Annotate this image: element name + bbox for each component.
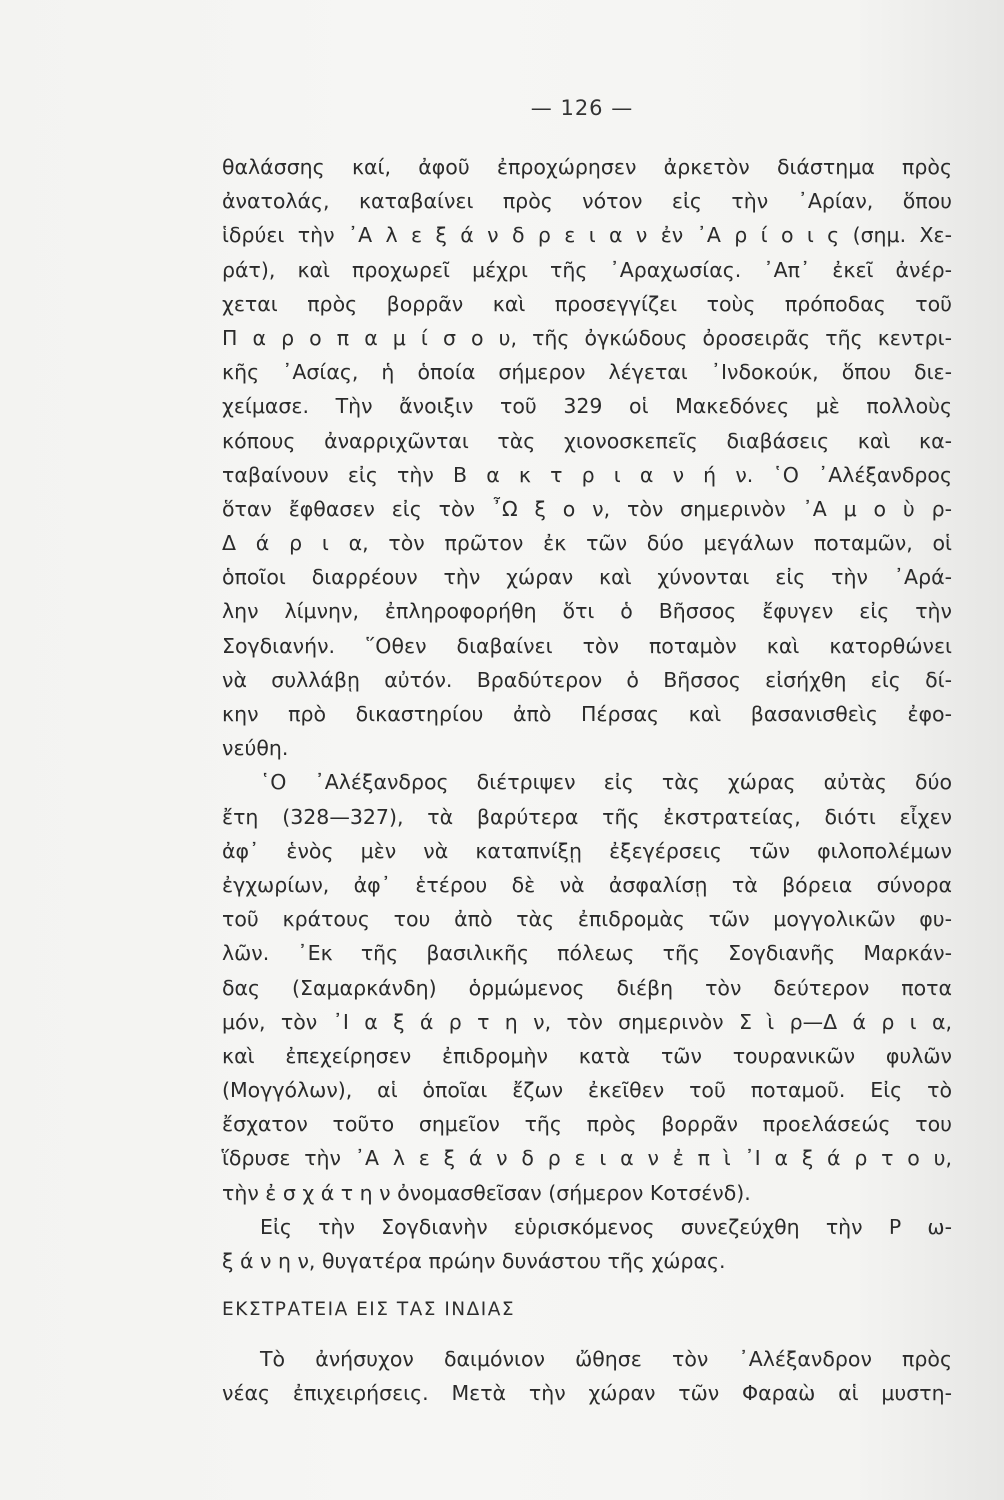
text-line: ἀνατολάς, καταβαίνει πρὸς νότον εἰς τὴν ᾿Αρίαν, ὅπου [222,189,952,214]
text-line: τοῦ κράτους του ἀπὸ τὰς ἐπιδρομὰς τῶν μογγολικῶν φυ- [222,907,952,932]
text-line: Σογδιανήν. ῞Οθεν διαβαίνει τὸν ποταμὸν καὶ κατορθώνει [222,633,952,658]
text-line: (Μογγόλων), αἱ ὁποῖαι ἔζων ἐκεῖθεν τοῦ ποταμοῦ. Εἰς τὸ [222,1078,952,1103]
text-line: ἱδρύει τὴν ᾿Α λ ε ξ ά ν δ ρ ε ι α ν ἐν ᾿Α ρ ί ο ι ς (σημ. Χε- [222,223,952,248]
text-line: τὴν ἐ σ χ ά τ η ν ὀνομασθεῖσαν (σήμερον Κοτσένδ). [222,1180,751,1205]
text-line: νὰ συλλάβῃ αὐτόν. Βραδύτερον ὁ Βῆσσος εἰσήχθη εἰς δί- [222,667,952,692]
text-line: ῾Ο ᾿Αλέξανδρος διέτριψεν εἰς τὰς χώρας αὐτὰς δύο [260,770,952,795]
text-line: Π α ρ ο π α μ ί σ ο υ, τῆς ὀγκώδους ὀροσειρᾶς τῆς κεντρι- [222,325,952,350]
text-line: ταβαίνουν εἰς τὴν Β α κ τ ρ ι α ν ή ν. ῾Ο ᾿Αλέξανδρος [222,462,952,487]
text-line: ράτ), καὶ προχωρεῖ μέχρι τῆς ᾿Αραχωσίας. ᾿Απ᾿ ἐκεῖ ἀνέρ- [222,257,952,282]
text-line: Εἰς τὴν Σογδιανὴν εὑρισκόμενος συνεζεύχθη τὴν Ρ ω- [260,1214,952,1239]
text-line: δας (Σαμαρκάνδη) ὁρμώμενος διέβη τὸν δεύτερον ποτα [222,975,952,1000]
text-line: ὅταν ἔφθασεν εἰς τὸν ῏Ω ξ ο ν, τὸν σημερινὸν ᾿Α μ ο ὺ ρ- [222,496,952,521]
text-line: μόν, τὸν ᾿Ι α ξ ά ρ τ η ν, τὸν σημερινὸν Σ ὶ ρ—Δ ά ρ ι α, [222,1009,952,1034]
text-line: ἔτη (328—327), τὰ βαρύτερα τῆς ἐκστρατείας, διότι εἶχεν [222,804,952,829]
text-line: ξ ά ν η ν, θυγατέρα πρώην δυνάστου τῆς χώρας. [222,1249,726,1273]
text-line: λῶν. ᾿Εκ τῆς βασιλικῆς πόλεως τῆς Σογδιανῆς Μαρκάν- [222,941,952,966]
section-heading: ΕΚΣΤΡΑΤΕΙΑ ΕΙΣ ΤΑΣ ΙΝΔΙΑΣ [222,1299,516,1321]
text-line: νέας ἐπιχειρήσεις. Μετὰ τὴν χώραν τῶν Φαραὼ αἱ μυστη- [222,1381,952,1406]
text-line: χείμασε. Τὴν ἄνοιξιν τοῦ 329 οἱ Μακεδόνες μὲ πολλοὺς [222,394,952,419]
body-text [222,150,952,1411]
text-line: νεύθη. [222,736,289,761]
text-line: κην πρὸ δικαστηρίου ἀπὸ Πέρσας καὶ βασανισθεὶς ἐφο- [222,702,952,726]
text-line: Τὸ ἀνήσυχον δαιμόνιον ὤθησε τὸν ᾿Αλέξανδρον πρὸς [260,1347,952,1372]
page-number: — 126 — [530,96,634,120]
text-line: χεται πρὸς βορρᾶν καὶ προσεγγίζει τοὺς πρόποδας τοῦ [222,291,952,316]
text-line: ἔσχατον τοῦτο σημεῖον τῆς πρὸς βορρᾶν προελάσεώς του [222,1112,952,1137]
text-line: Δ ά ρ ι α, τὸν πρῶτον ἐκ τῶν δύο μεγάλων ποταμῶν, οἱ [222,531,952,556]
text-line: ἐγχωρίων, ἀφ᾿ ἑτέρου δὲ νὰ ἀσφαλίσῃ τὰ βόρεια σύνορα [222,872,952,897]
text-line: θαλάσσης καί, ἀφοῦ ἐπροχώρησεν ἀρκετὸν διάστημα πρὸς [222,155,952,179]
text-line: καὶ ἐπεχείρησεν ἐπιδρομὴν κατὰ τῶν τουρανικῶν φυλῶν [222,1043,952,1068]
text-line: ὁποῖοι διαρρέουν τὴν χώραν καὶ χύνονται εἰς τὴν ᾿Αρά- [222,565,952,590]
text-line: ἵδρυσε τὴν ᾿Α λ ε ξ ά ν δ ρ ε ι α ν ἐ π ὶ ᾿Ι α ξ ά ρ τ ο υ, [222,1146,952,1171]
text-line: κόπους ἀναρριχῶνται τὰς χιονοσκεπεῖς διαβάσεις καὶ κα- [222,428,952,453]
text-line: ἀφ᾿ ἑνὸς μὲν νὰ καταπνίξῃ ἐξεγέρσεις τῶν φιλοπολέμων [222,838,952,863]
text-line: λην λίμνην, ἐπληροφορήθη ὅτι ὁ Βῆσσος ἔφυγεν εἰς τὴν [222,599,952,624]
text-line: κῆς ᾿Ασίας, ἡ ὁποία σήμερον λέγεται ᾿Ινδοκούκ, ὅπου διε- [222,360,952,385]
